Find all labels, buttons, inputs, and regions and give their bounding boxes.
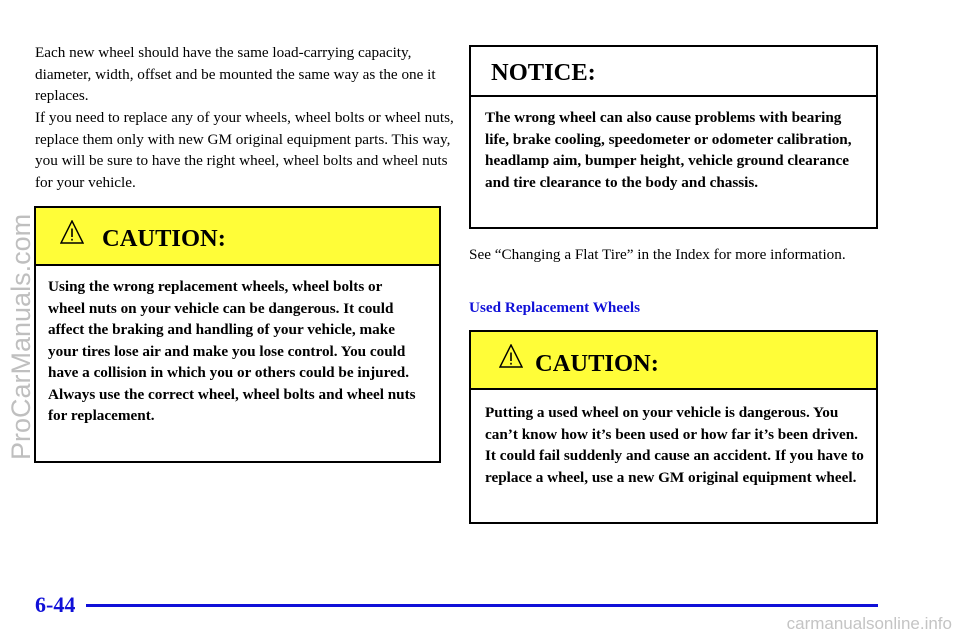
notice-header	[471, 47, 876, 97]
see-index-paragraph: See “Changing a Flat Tire” in the Index for more information.	[469, 246, 846, 263]
section-heading: Used Replacement Wheels	[469, 299, 640, 316]
caution-text: Putting a used wheel on your vehicle is dangerous. You can’t know how it’s been used or how far it’s been driven. It could fail suddenly and cause an accident. If you have to replace a wheel, use a new GM original equipment wheel.	[485, 404, 864, 486]
notice-box	[469, 45, 878, 229]
page-number: 6-44	[35, 592, 76, 617]
footer-rule	[86, 604, 878, 607]
side-watermark: ProCarManuals.com	[6, 213, 36, 460]
caution-header	[471, 332, 876, 390]
bottom-watermark: carmanualsonline.info	[786, 614, 952, 633]
warning-triangle-icon	[60, 220, 84, 244]
warning-triangle-icon	[499, 344, 523, 368]
replacement-paragraph: If you need to replace any of your wheels, wheel bolts or wheel nuts, replace them only with new GM original equipment parts. This way, you will be sure to have the right wheel, wheel bolts and wheel nuts for your vehicle.	[35, 109, 454, 191]
intro-paragraph: Each new wheel should have the same load-carrying capacity, diameter, width, offset and be mounted the same way as the one it replaces.	[35, 44, 436, 104]
notice-title: NOTICE:	[491, 59, 596, 86]
caution-title: CAUTION:	[102, 225, 226, 252]
caution-title: CAUTION:	[535, 350, 659, 377]
notice-text: The wrong wheel can also cause problems with bearing life, brake cooling, speedometer or odometer calibration, headlamp aim, bumper height, vehicle ground clearance and tire clearance to the body and chassis.	[485, 109, 852, 191]
caution-box-right	[469, 330, 878, 524]
caution-box-left	[34, 206, 441, 463]
caution-text: Using the wrong replacement wheels, wheel bolts or wheel nuts on your vehicle can be dangerous. It could affect the braking and handling of your vehicle, make your tires lose air and make you lose control. You could have a collision in which you or others could be injured. Always use the correct wheel, wheel bolts and wheel nuts for replacement.	[48, 278, 416, 424]
caution-header	[36, 208, 439, 266]
